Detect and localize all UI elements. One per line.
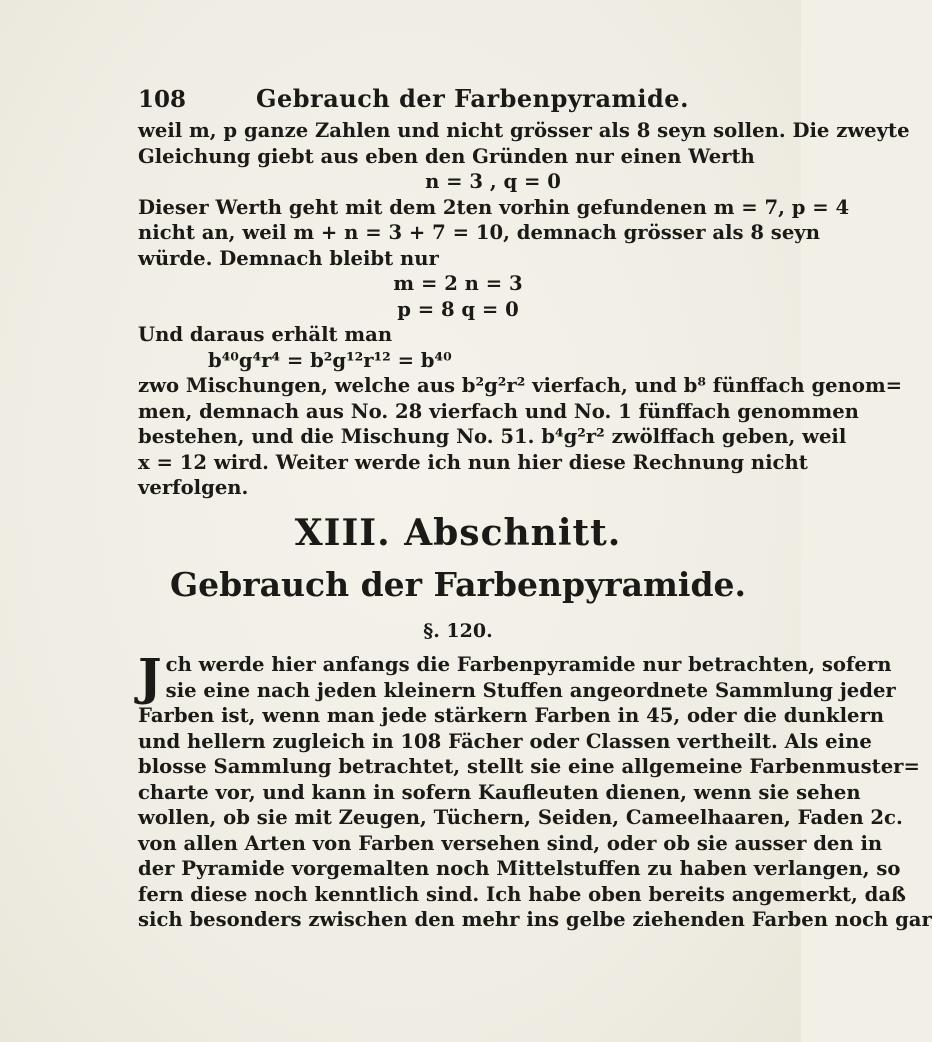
equation-line: p = 8 q = 0 — [397, 297, 519, 321]
text-line: Farben ist, wenn man jede stärkern Farben in 45, oder die dunklern — [138, 704, 885, 727]
text-line: wollen, ob sie mit Zeugen, Tüchern, Seiden, Cameelhaaren, Faden 2c. — [138, 806, 903, 829]
running-head: Gebrauch der Farbenpyramide. — [256, 84, 689, 113]
text-line: blosse Sammlung betrachtet, stellt sie eine allgemeine Farbenmuster= — [138, 755, 920, 778]
text-block-bottom — [138, 647, 932, 933]
text-line: Und daraus erhält man — [138, 323, 393, 346]
equation-line: b⁴⁰g⁴r⁴ = b²g¹²r¹² = b⁴⁰ — [208, 348, 452, 372]
drop-cap: J — [138, 647, 162, 706]
text-line: Gleichung giebt aus eben den Gründen nur einen Werth — [138, 144, 755, 168]
text-line: Dieser Werth geht mit dem 2ten vorhin gefundenen m = 7, p = 4 — [138, 195, 850, 219]
page-header — [138, 86, 778, 122]
equation-line: n = 3 , q = 0 — [425, 170, 561, 193]
text-line: nicht an, weil m + n = 3 + 7 = 10, demnach grösser als 8 seyn — [138, 221, 820, 244]
text-line: bestehen, und die Mischung No. 51. b⁴g²r² zwölffach geben, weil — [138, 425, 847, 448]
paragraph-number: §. 120. — [423, 620, 493, 642]
text-line: und hellern zugleich in 108 Fächer oder Classen vertheilt. Als eine — [138, 729, 872, 753]
text-line: fern diese noch kenntlich sind. Ich habe oben bereits angemerkt, daß — [138, 882, 906, 906]
text-line: verfolgen. — [138, 476, 249, 499]
text-line: charte vor, und kann in sofern Kaufleuten dienen, wenn sie sehen — [138, 780, 861, 804]
text-line: der Pyramide vorgemalten noch Mittelstuffen zu haben verlangen, so — [138, 857, 901, 880]
equation-line: m = 2 n = 3 — [393, 272, 523, 295]
section-subtitle: Gebrauch der Farbenpyramide. — [169, 565, 747, 604]
text-line: sich besonders zwischen den mehr ins gelbe ziehenden Farben noch gar — [138, 908, 932, 931]
text-block-top — [138, 118, 910, 501]
page-number: 108 — [138, 86, 187, 113]
text-line: weil m, p ganze Zahlen und nicht grösser als 8 seyn sollen. Die zweyte — [138, 119, 910, 142]
section-title: XIII. Abschnitt. — [294, 512, 622, 554]
text-line: ch werde hier anfangs die Farbenpyramide nur betrachten, sofern — [165, 653, 892, 676]
text-line: zwo Mischungen, welche aus b²g²r² vierfach, und b⁸ fünffach genom= — [138, 374, 903, 397]
text-line: sie eine nach jeden kleinern Stuffen angeordnete Sammlung jeder — [165, 678, 896, 702]
text-line: men, demnach aus No. 28 vierfach und No. 1 fünffach genommen — [138, 399, 859, 423]
text-line: von allen Arten von Farben versehen sind, oder ob sie ausser den in — [138, 831, 883, 855]
text-line: x = 12 wird. Weiter werde ich nun hier diese Rechnung nicht — [138, 450, 808, 474]
text-line: würde. Demnach bleibt nur — [138, 246, 439, 270]
